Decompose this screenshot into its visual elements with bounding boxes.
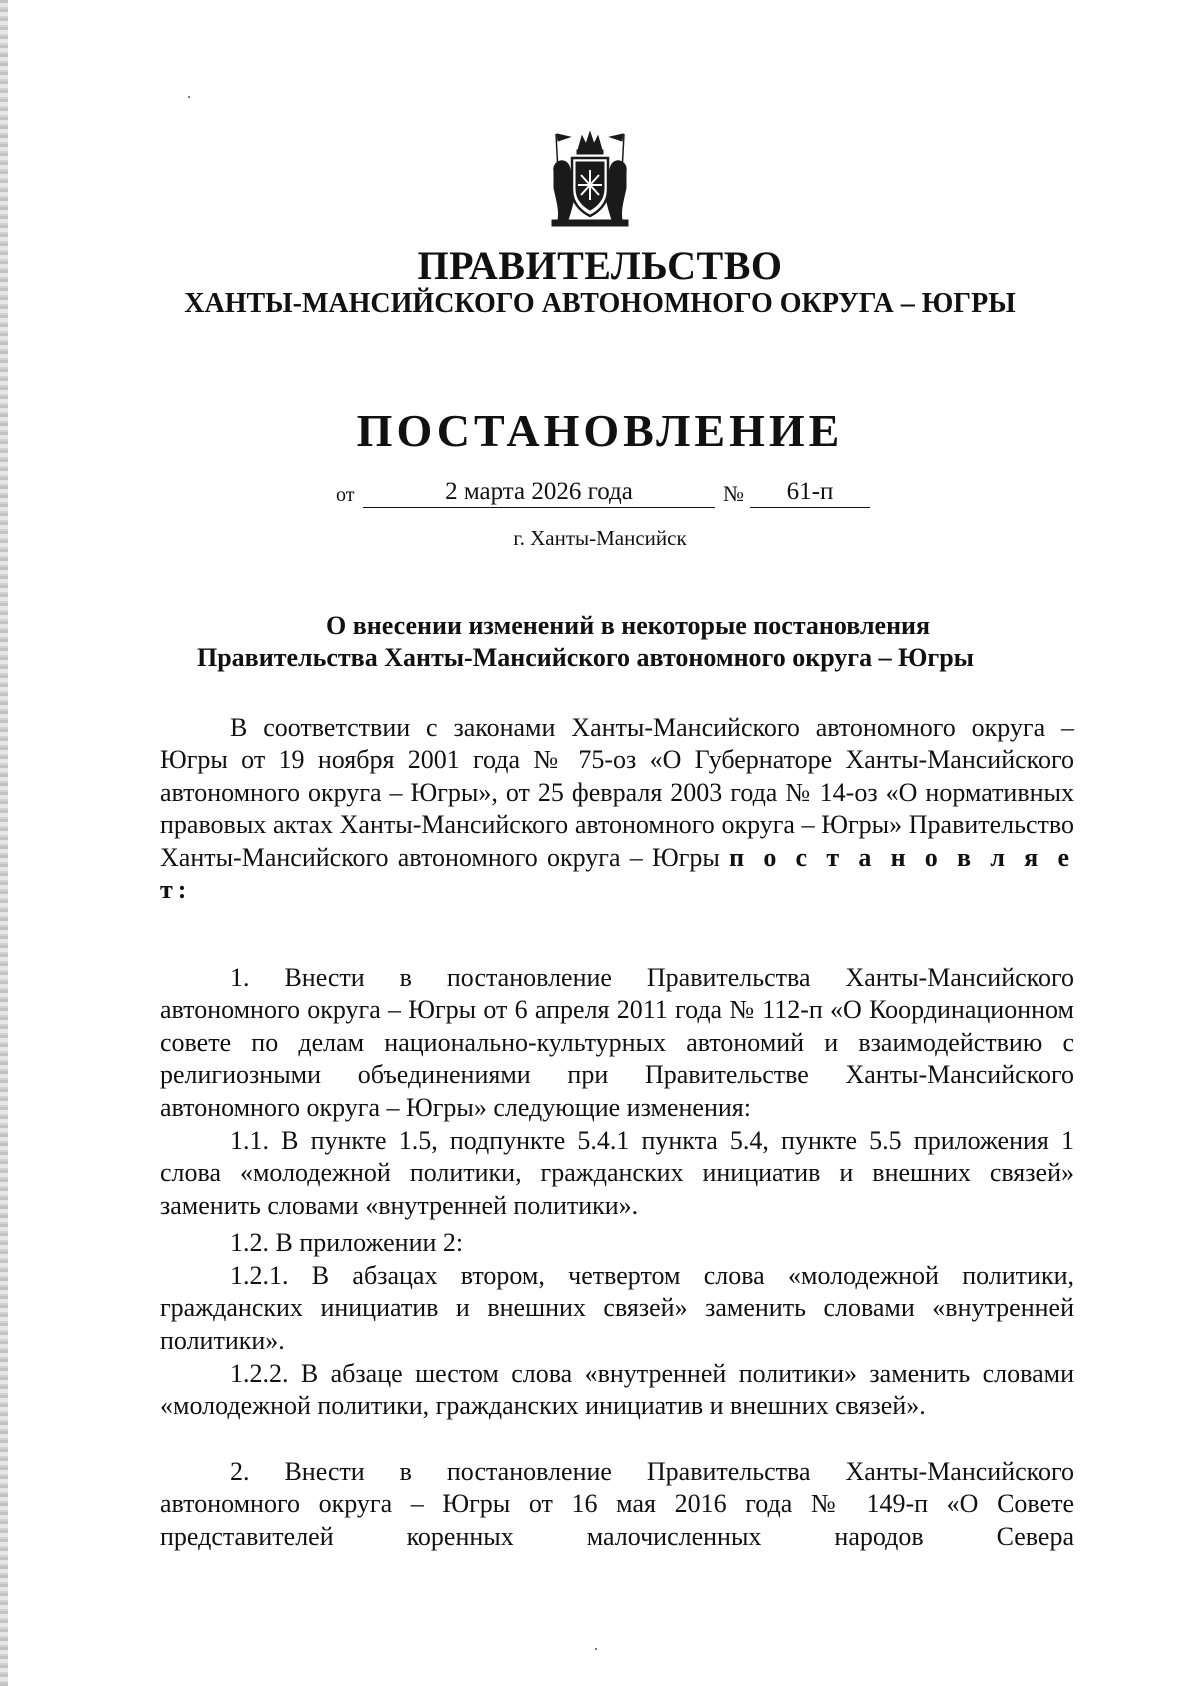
number-label: № [723, 481, 744, 506]
decree-word: п о с т а н о в л я е т: [160, 842, 1075, 905]
item-1: 1. Внести в постановление Правительства Ханты-Мансийского автономного округа – Югры от 6 апреля 2011 года № 112-п «О Координационном совете по делам национально-культурных автономий и взаимодействию с религиозными объединениями при Правительстве Ханты-Мансийского автономного округа – Югры» следующие изменения: [160, 963, 1074, 1122]
org-region: ХАНТЫ-МАНСИЙСКОГО АВТОНОМНОГО ОКРУГА – ЮГРЫ [184, 288, 1016, 319]
org-name: ПРАВИТЕЛЬСТВО [417, 243, 783, 288]
item-2: 2. Внести в постановление Правительства Ханты-Мансийского автономного округа – Югры от 16 мая 2016 года № 149-п «О Совете представителей коренных малочисленных народов Севера [160, 1457, 1074, 1551]
document-title-line1: О внесении изменений в некоторые постановления [326, 611, 931, 640]
document-number: 61-п [750, 478, 870, 508]
coat-of-arms-icon [548, 128, 632, 230]
document-title-line2: Правительства Ханты-Мансийского автономного округа – Югры [197, 643, 974, 672]
scan-speck [595, 1648, 597, 1650]
document-city: г. Ханты-Мансийск [513, 526, 687, 550]
item-1-2: 1.2. В приложении 2: [230, 1228, 464, 1257]
scan-speck [188, 96, 190, 98]
preamble-text: В соответствии с законами Ханты-Мансийского автономного округа – Югры от 19 ноября 2001 года № 75-оз «О Губернаторе Ханты-Мансийского автономного округа – Югры», от 25 февраля 2003 года № 14-оз «О нормативных правовых актах Ханты-Мансийского автономного округа – Югры» Правительство Ханты-Мансийского автономного округа – Югры [160, 713, 1074, 872]
document-date: 2 марта 2026 года [363, 478, 715, 508]
from-label: от [336, 484, 355, 506]
date-number-line [0, 478, 1200, 510]
preamble-paragraph [160, 712, 1074, 906]
document-type: ПОСТАНОВЛЕНИЕ [356, 405, 844, 456]
item-1-2-1: 1.2.1. В абзацах втором, четвертом слова «молодежной политики, гражданских инициатив и внешних связей» заменить словами «внутренней политики». [160, 1261, 1074, 1355]
item-1-2-2: 1.2.2. В абзаце шестом слова «внутренней политики» заменить словами «молодежной политики, гражданских инициатив и внешних связей». [160, 1359, 1074, 1421]
item-1-1: 1.1. В пункте 1.5, подпункте 5.4.1 пункта 5.4, пункте 5.5 приложения 1 слова «молодежной политики, гражданских инициатив и внешних связей» заменить словами «внутренней политики». [160, 1126, 1074, 1220]
